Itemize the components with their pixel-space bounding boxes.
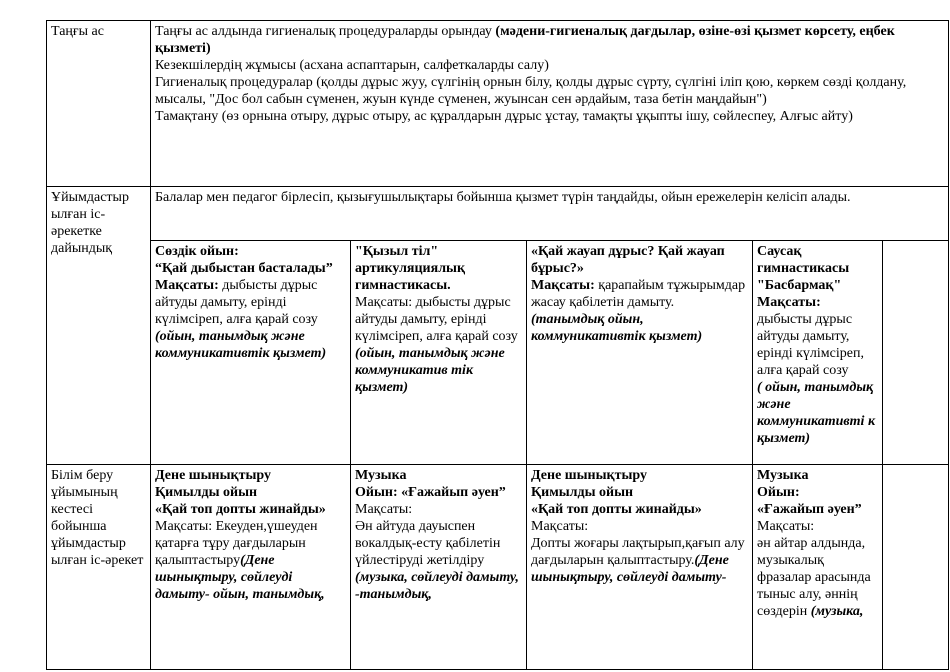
breakfast-line-1-bold: (мәдени-гигиеналық дағдылар, өзіне-өзі қызмет көрсету, еңбек қызметі)	[155, 24, 895, 56]
label-breakfast: Таңғы ас	[47, 21, 151, 187]
label-schedule: Білім беру ұйымының кестесі бойынша ұйымдастыр ылған іс-әрекет	[47, 465, 151, 670]
schedule-empty-cell	[883, 465, 949, 670]
breakfast-line-1: Таңғы ас алдында гигиеналық процедураларды орындау	[155, 24, 496, 39]
label-prep: Ұйымдастыр ылған іс-әрекетке дайындық	[47, 187, 151, 465]
schedule-activity-4: Музыка Ойын: «Ғажайып әуен” Мақсаты: ән айтар алдында, музыкалық фразалар арасында тыныс алу, әннің сөздерін (музыка,	[753, 465, 883, 670]
breakfast-line-4: Тамақтану (өз орнына отыру, дұрыс отыру, ас құралдарын дұрыс ұстау, тамақты ұқыпты ішу, сөйлеспеу, Алғыс айту)	[155, 109, 853, 124]
prep-empty-cell	[883, 241, 949, 465]
prep-activity-2: "Қызыл тіл" артикуляциялық гимнастикасы. Мақсаты: дыбысты дұрыс айтуды дамыту, ерінді күлімсіреп, алға қарай созу (ойын, танымдық және коммуникатив тік қызмет)	[351, 241, 527, 465]
breakfast-line-2: Кезекшілердің жұмысы (асхана аспаптарын, салфеткаларды салу)	[155, 58, 549, 73]
prep-activity-1: Сөздік ойын: “Қай дыбыстан басталады” Мақсаты: дыбысты дұрыс айтуды дамыту, ерінді күлімсіреп, алға қарай созу (ойын, танымдық және коммуникативтік қызмет)	[151, 241, 351, 465]
row-prep-activities	[47, 241, 949, 465]
row-breakfast	[47, 21, 949, 187]
schedule-activity-3: Дене шынықтыру Қимылды ойын «Қай топ допты жинайды» Мақсаты: Допты жоғары лақтырып,қағып алу дағдыларын қалыптастыру.(Дене шынықтыру, сөйлеуді дамыту-	[527, 465, 753, 670]
schedule-activity-2: Музыка Ойын: «Ғажайып әуен” Мақсаты: Ән айтуда дауыспен вокалдық-есту қабілетін үйлестіруді жетілдіру (музыка, сөйлеуді дамыту, -танымдық,	[351, 465, 527, 670]
prep-intro: Балалар мен педагог бірлесіп, қызығушылықтары бойынша қызмет түрін таңдайды, ойын ережелерін келісіп алады.	[151, 187, 949, 241]
breakfast-line-3: Гигиеналық процедуралар (қолды дұрыс жуу, сүлгінің орнын білу, қолды дұрыс сүрту, сүлгіні іліп қою, көркем сөзді қолдану, мысалы, "Дос бол сабын сүменен, жуын күнде сүменен, жуынсан сен әрдайым, таза бетін маңдайын")	[155, 75, 907, 107]
prep-activity-4: Саусақ гимнастикасы "Басбармақ" Мақсаты: дыбысты дұрыс айтуды дамыту, ерінді күлімсіреп, алға қарай созу ( ойын, танымдық және коммуникативті к қызмет)	[753, 241, 883, 465]
schedule-activity-1: Дене шынықтыру Қимылды ойын «Қай топ допты жинайды» Мақсаты: Екеуден,үшеуден қатарға тұру дағдыларын қалыптастыру(Дене шынықтыру, сөйлеуді дамыту- ойын, танымдық,	[151, 465, 351, 670]
row-prep-intro	[47, 187, 949, 241]
row-schedule	[47, 465, 949, 670]
prep-activity-3: «Қай жауап дұрыс? Қай жауап бұрыс?» Мақсаты: қарапайым тұжырымдар жасау қабілетін дамыту. (танымдық ойын, коммуникативтік қызмет)	[527, 241, 753, 465]
breakfast-content	[151, 21, 949, 187]
daily-plan-table	[46, 20, 949, 670]
